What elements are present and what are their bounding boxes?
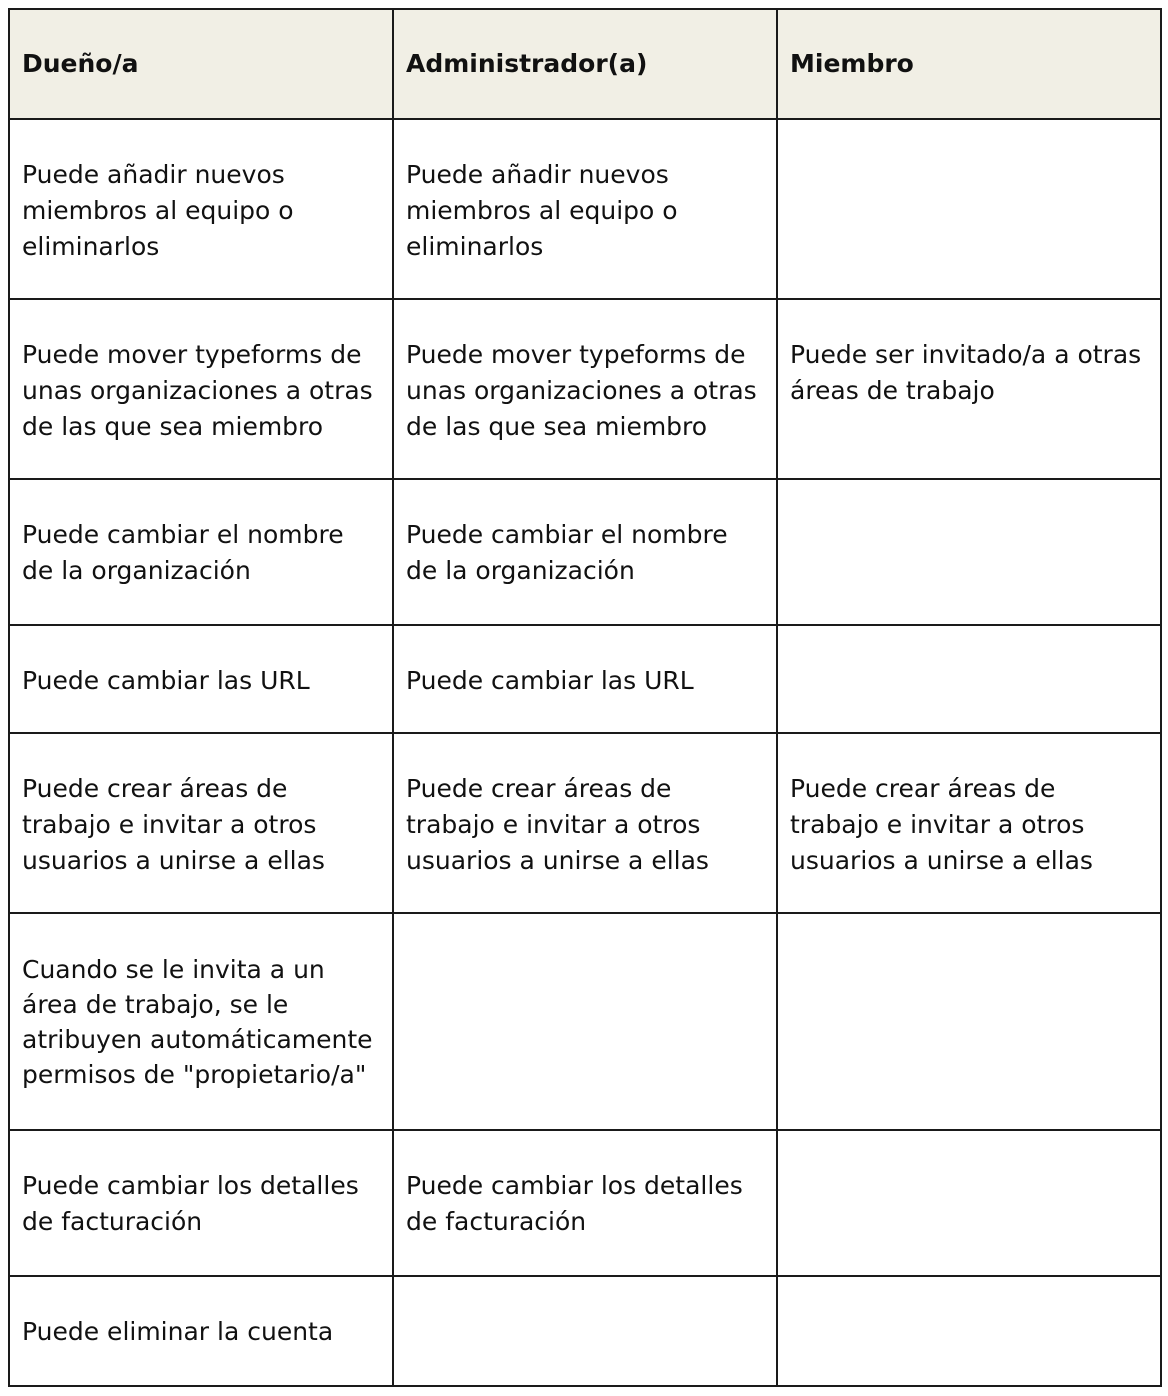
table-header-row <box>9 9 1161 119</box>
table-row <box>9 625 1161 733</box>
table-row <box>9 299 1161 479</box>
table-row <box>9 913 1161 1130</box>
table-cell: Puede crear áreas de trabajo e invitar a otros usuarios a unirse a ellas <box>9 733 393 913</box>
table-cell: Puede añadir nuevos miembros al equipo o eliminarlos <box>9 119 393 299</box>
table-cell <box>777 119 1161 299</box>
header-member: Miembro <box>777 9 1161 119</box>
table-cell: Puede crear áreas de trabajo e invitar a otros usuarios a unirse a ellas <box>777 733 1161 913</box>
table-row <box>9 1276 1161 1386</box>
table-cell <box>393 1276 777 1386</box>
table-cell: Puede mover typeforms de unas organizaciones a otras de las que sea miembro <box>9 299 393 479</box>
table-cell <box>777 913 1161 1130</box>
table-cell: Puede crear áreas de trabajo e invitar a otros usuarios a unirse a ellas <box>393 733 777 913</box>
table-cell <box>777 479 1161 625</box>
permissions-table-container <box>8 8 1160 1387</box>
table-cell <box>777 625 1161 733</box>
table-cell <box>393 913 777 1130</box>
table-cell: Cuando se le invita a un área de trabajo, se le atribuyen automáticamente permisos de "propietario/a" <box>9 913 393 1130</box>
header-owner: Dueño/a <box>9 9 393 119</box>
table-row <box>9 119 1161 299</box>
table-cell: Puede cambiar las URL <box>393 625 777 733</box>
table-cell: Puede cambiar las URL <box>9 625 393 733</box>
table-cell: Puede eliminar la cuenta <box>9 1276 393 1386</box>
table-row <box>9 733 1161 913</box>
permissions-table <box>8 8 1162 1387</box>
table-row <box>9 479 1161 625</box>
table-cell: Puede cambiar el nombre de la organización <box>393 479 777 625</box>
table-cell: Puede añadir nuevos miembros al equipo o eliminarlos <box>393 119 777 299</box>
table-cell: Puede mover typeforms de unas organizaciones a otras de las que sea miembro <box>393 299 777 479</box>
table-cell <box>777 1276 1161 1386</box>
table-cell: Puede ser invitado/a a otras áreas de trabajo <box>777 299 1161 479</box>
table-cell: Puede cambiar el nombre de la organización <box>9 479 393 625</box>
table-row <box>9 1130 1161 1276</box>
table-cell: Puede cambiar los detalles de facturación <box>393 1130 777 1276</box>
table-cell: Puede cambiar los detalles de facturación <box>9 1130 393 1276</box>
table-cell <box>777 1130 1161 1276</box>
header-admin: Administrador(a) <box>393 9 777 119</box>
